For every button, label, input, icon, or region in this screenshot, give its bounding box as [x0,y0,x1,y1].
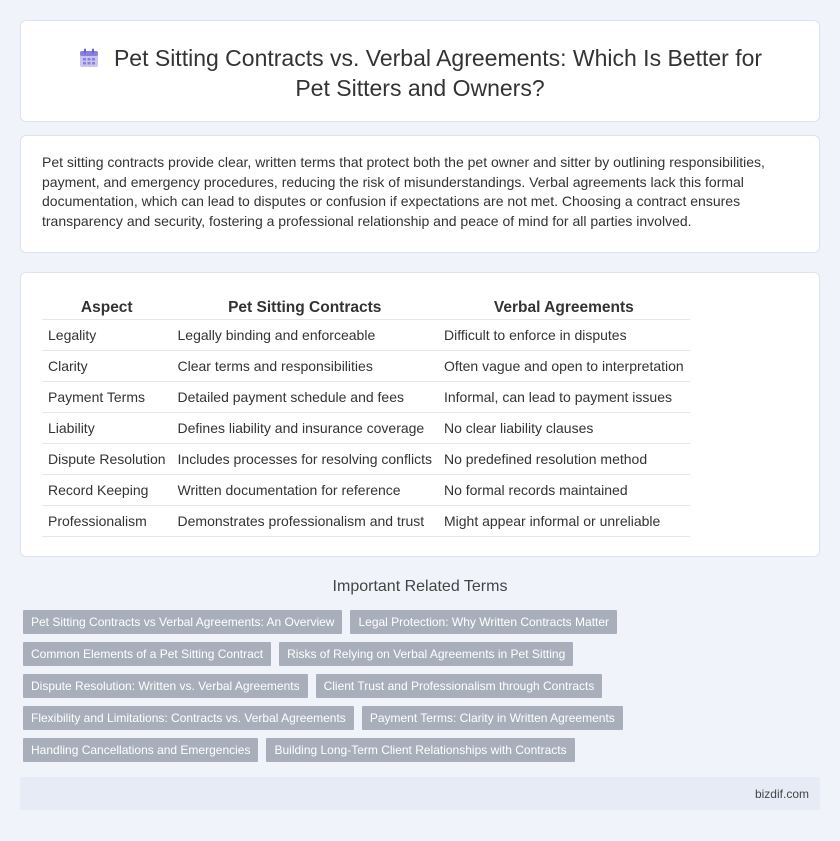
table-cell-aspect: Legality [42,320,172,351]
tag-row [23,738,823,770]
footer-bar [20,777,820,810]
column-header-aspect: Aspect [42,296,172,320]
header-card [20,20,820,122]
table-row [42,444,690,475]
related-term-tag[interactable]: Flexibility and Limitations: Contracts vs. Verbal Agreements [23,706,354,730]
table-row [42,413,690,444]
table-cell-aspect: Record Keeping [42,475,172,506]
table-cell-aspect: Clarity [42,351,172,382]
table-cell-contract: Legally binding and enforceable [172,320,438,351]
related-term-tag[interactable]: Payment Terms: Clarity in Written Agreements [362,706,623,730]
table-cell-verbal: Informal, can lead to payment issues [438,382,690,413]
related-terms-heading: Important Related Terms [332,578,508,595]
table-cell-contract: Includes processes for resolving conflicts [172,444,438,475]
table-row [42,475,690,506]
tag-row [23,642,823,674]
table-row [42,351,690,382]
table-cell-aspect: Payment Terms [42,382,172,413]
related-term-tag[interactable]: Client Trust and Professionalism through Contracts [316,674,603,698]
table-cell-verbal: No clear liability clauses [438,413,690,444]
related-term-tag[interactable]: Pet Sitting Contracts vs Verbal Agreements: An Overview [23,610,342,634]
related-terms-list [23,610,823,770]
page-title [21,43,819,103]
table-row [42,506,690,537]
table-row [42,320,690,351]
table-cell-verbal: No predefined resolution method [438,444,690,475]
related-term-tag[interactable]: Legal Protection: Why Written Contracts Matter [350,610,617,634]
table-cell-aspect: Dispute Resolution [42,444,172,475]
intro-card [20,135,820,253]
tag-row [23,706,823,738]
table-cell-verbal: Might appear informal or unreliable [438,506,690,537]
table-header-row [42,296,690,320]
related-term-tag[interactable]: Common Elements of a Pet Sitting Contract [23,642,271,666]
table-cell-verbal: Often vague and open to interpretation [438,351,690,382]
table-cell-aspect: Professionalism [42,506,172,537]
tag-row [23,674,823,706]
related-term-tag[interactable]: Building Long-Term Client Relationships with Contracts [266,738,574,762]
related-term-tag[interactable]: Risks of Relying on Verbal Agreements in Pet Sitting [279,642,573,666]
column-header-contracts: Pet Sitting Contracts [172,296,438,320]
related-term-tag[interactable]: Dispute Resolution: Written vs. Verbal Agreements [23,674,308,698]
table-cell-contract: Written documentation for reference [172,475,438,506]
page-title-text: Pet Sitting Contracts vs. Verbal Agreements: Which Is Better for Pet Sitters and Owners? [113,45,763,101]
table-cell-contract: Detailed payment schedule and fees [172,382,438,413]
table-cell-contract: Demonstrates professionalism and trust [172,506,438,537]
table-cell-contract: Defines liability and insurance coverage [172,413,438,444]
tag-row [23,610,823,642]
table-cell-verbal: Difficult to enforce in disputes [438,320,690,351]
comparison-card [20,272,820,557]
table-cell-aspect: Liability [42,413,172,444]
comparison-table [42,296,690,537]
calendar-icon [78,47,100,69]
table-cell-contract: Clear terms and responsibilities [172,351,438,382]
footer-site-link[interactable]: bizdif.com [754,787,809,801]
table-row [42,382,690,413]
column-header-verbal: Verbal Agreements [438,296,690,320]
table-cell-verbal: No formal records maintained [438,475,690,506]
related-term-tag[interactable]: Handling Cancellations and Emergencies [23,738,258,762]
intro-paragraph: Pet sitting contracts provide clear, written terms that protect both the pet owner and sitter by outlining responsibilities, payment, and emergency procedures, reducing the risk of misunderstandings. Verbal agreements lack this formal documentation, which can lead to disputes or confusion if expectations are not met. Choosing a contract ensures transparency and security, fostering a professional relationship and peace of mind for all parties involved. [42,154,765,229]
